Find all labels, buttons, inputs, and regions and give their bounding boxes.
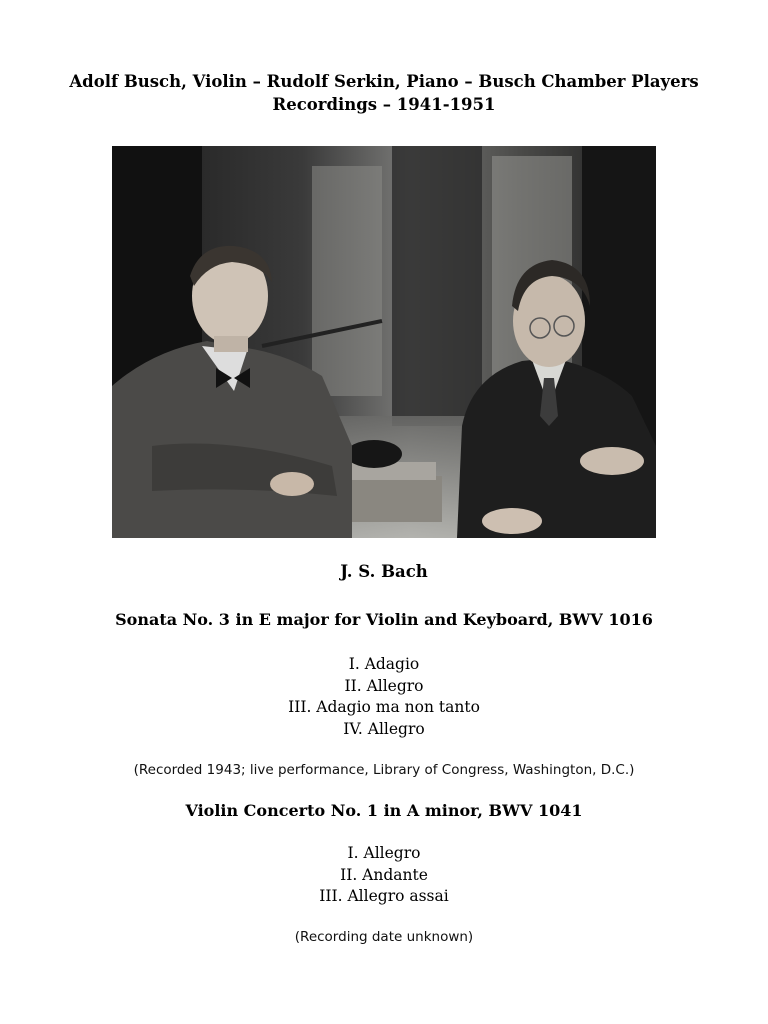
document-title bbox=[0, 70, 768, 116]
title-line-1: Adolf Busch, Violin – Rudolf Serkin, Piano – Busch Chamber Players bbox=[69, 72, 699, 91]
work-title: Sonata No. 3 in E major for Violin and Keyboard, BWV 1016 bbox=[115, 610, 653, 629]
recording-note: (Recording date unknown) bbox=[294, 929, 474, 945]
title-line-2: Recordings – 1941-1951 bbox=[272, 95, 496, 114]
musicians-photo bbox=[112, 146, 656, 538]
movement-item: III. Allegro assai bbox=[319, 887, 449, 905]
movement-item: III. Adagio ma non tanto bbox=[288, 698, 480, 716]
movement-list bbox=[0, 654, 768, 740]
movement-item: I. Allegro bbox=[347, 844, 421, 862]
composer-name: J. S. Bach bbox=[340, 562, 428, 581]
work-title: Violin Concerto No. 1 in A minor, BWV 1041 bbox=[185, 801, 583, 820]
recording-note: (Recorded 1943; live performance, Library of Congress, Washington, D.C.) bbox=[133, 762, 635, 778]
movement-item: I. Adagio bbox=[348, 655, 420, 673]
movement-list bbox=[0, 843, 768, 908]
movement-item: II. Allegro bbox=[344, 676, 424, 695]
movement-item: IV. Allegro bbox=[343, 719, 425, 738]
movement-item: II. Andante bbox=[340, 865, 428, 884]
